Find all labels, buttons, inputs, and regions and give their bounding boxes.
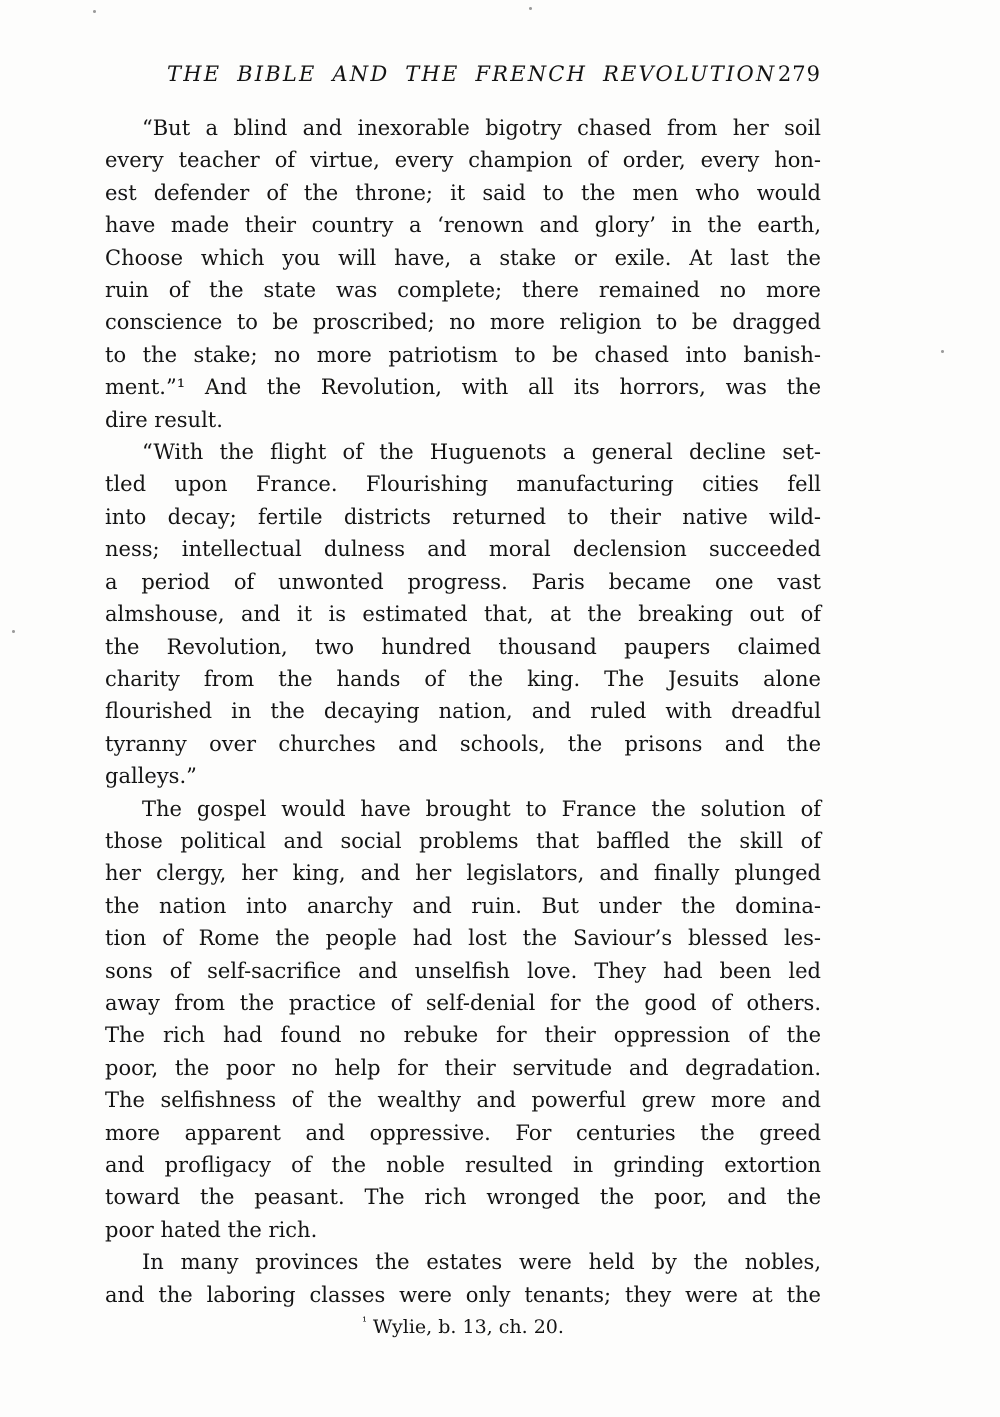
text-line: have made their country a ‘renown and glory’ in the earth,: [105, 213, 821, 238]
text-line: ness; intellectual dulness and moral declension succeeded: [105, 537, 821, 562]
text-line: a period of unwonted progress. Paris became one vast: [105, 569, 821, 594]
text-line: toward the peasant. The rich wronged the poor, and the: [105, 1185, 821, 1210]
text-line: The rich had found no rebuke for their oppression of the: [105, 1023, 821, 1048]
running-header: [105, 62, 821, 86]
text-line: almshouse, and it is estimated that, at the breaking out of: [105, 602, 821, 627]
text-line: away from the practice of self-denial for the good of others.: [105, 990, 821, 1015]
chapter-title: THE BIBLE AND THE FRENCH REVOLUTION: [167, 62, 777, 86]
text-line: every teacher of virtue, every champion of order, every hon-: [105, 148, 821, 173]
text-line: tyranny over churches and schools, the prisons and the: [105, 731, 821, 756]
text-line: more apparent and oppressive. For centuries the greed: [105, 1120, 821, 1145]
text-line: charity from the hands of the king. The Jesuits alone: [105, 666, 821, 691]
text-line: The selfishness of the wealthy and powerful grew more and: [105, 1088, 821, 1113]
text-line: est defender of the throne; it said to the men who would: [105, 180, 821, 205]
text-line: The gospel would have brought to France the solution of: [142, 796, 821, 821]
footnote: [105, 1314, 821, 1340]
text-line: the nation into anarchy and ruin. But under the domina-: [105, 893, 821, 918]
footnote-marker: ¹: [362, 1314, 367, 1329]
scan-speck: [12, 630, 15, 633]
text-line: poor, the poor no help for their servitude and degradation.: [105, 1055, 821, 1080]
body-text: [105, 112, 821, 1311]
text-line: into decay; fertile districts returned to their native wild-: [105, 504, 821, 529]
text-line: those political and social problems that baffled the skill of: [105, 828, 821, 853]
text-line: tled upon France. Flourishing manufacturing cities fell: [105, 472, 821, 497]
text-line: tion of Rome the people had lost the Saviour’s blessed les-: [105, 926, 821, 951]
scan-speck: [93, 10, 96, 13]
text-line: ruin of the state was complete; there remained no more: [105, 278, 821, 303]
text-line: and profligacy of the noble resulted in grinding extortion: [105, 1153, 821, 1177]
text-line: ment.”¹ And the Revolution, with all its horrors, was the: [105, 375, 821, 400]
text-line: poor hated the rich.: [105, 1217, 318, 1242]
text-line: “With the flight of the Huguenots a general decline set-: [142, 440, 821, 465]
scan-speck: [941, 350, 944, 353]
text-line: flourished in the decaying nation, and ruled with dreadful: [105, 699, 821, 724]
text-line: and the laboring classes were only tenants; they were at the: [105, 1282, 821, 1307]
text-line: the Revolution, two hundred thousand paupers claimed: [105, 634, 821, 659]
text-line: galleys.”: [105, 764, 197, 789]
scan-speck: [529, 7, 532, 10]
page-number: 279: [777, 62, 821, 86]
text-line: dire result.: [105, 407, 223, 432]
footnote-text: Wylie, b. 13, ch. 20.: [372, 1316, 564, 1338]
text-line: Choose which you will have, a stake or exile. At last the: [105, 245, 821, 270]
text-line: “But a blind and inexorable bigotry chased from her soil: [142, 116, 821, 140]
text-line: sons of self-sacrifice and unselfish love. They had been led: [105, 958, 821, 983]
text-line: her clergy, her king, and her legislators, and finally plunged: [105, 861, 821, 886]
text-line: to the stake; no more patriotism to be chased into banish-: [105, 342, 821, 367]
text-line: conscience to be proscribed; no more religion to be dragged: [105, 310, 821, 335]
text-line: In many provinces the estates were held by the nobles,: [142, 1250, 821, 1275]
